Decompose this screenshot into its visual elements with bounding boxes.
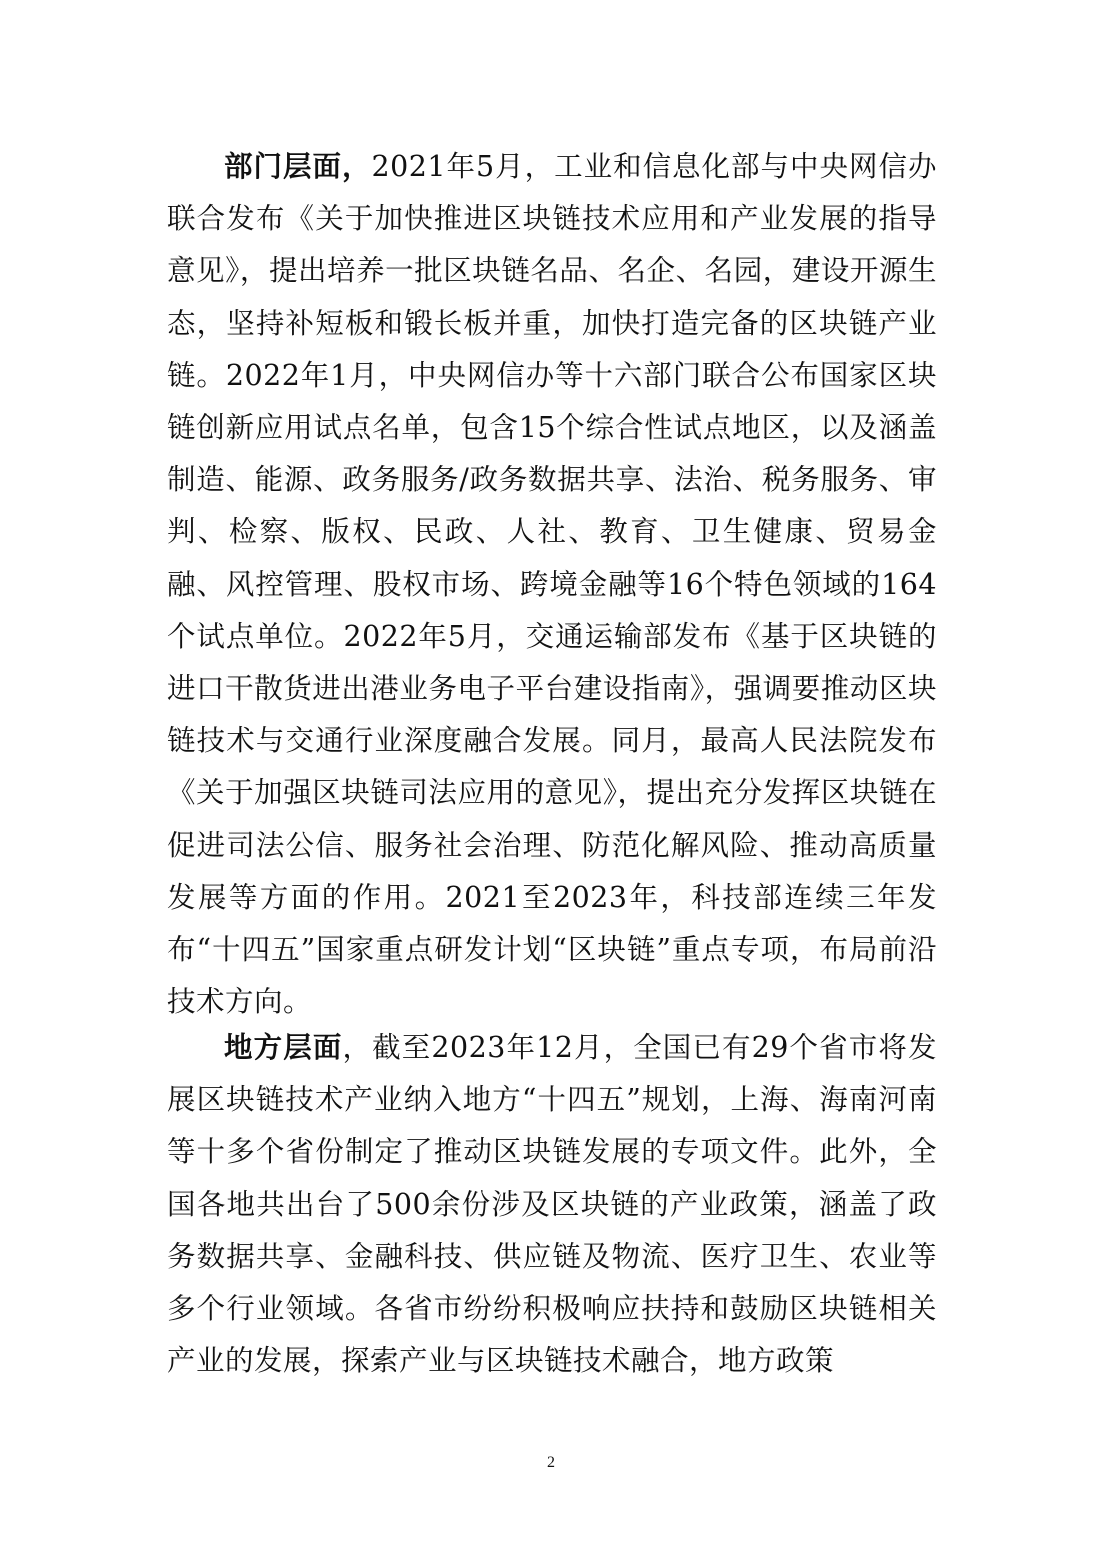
paragraph-local-level	[167, 1021, 937, 1387]
paragraph-body: 2021年5月，工业和信息化部与中央网信办联合发布《关于加快推进区块链技术应用和产业发展的指导意见》，提出培养一批区块链名品、名企、名园，建设开源生态，坚持补短板和锻长板并重，加快打造完备的区块链产业链。2022年1月，中央网信办等十六部门联合公布国家区块链创新应用试点名单，包含15个综合性试点地区，以及涵盖制造、能源、政务服务/政务数据共享、法治、税务服务、审判、检察、版权、民政、人社、教育、卫生健康、贸易金融、风控管理、股权市场、跨境金融等16个特色领域的164个试点单位。2022年5月，交通运输部发布《基于区块链的进口干散货进出港业务电子平台建设指南》，强调要推动区块链技术与交通行业深度融合发展。同月，最高人民法院发布《关于加强区块链司法应用的意见》，提出充分发挥区块链在促进司法公信、服务社会治理、防范化解风险、推动高质量发展等方面的作用。2021至2023年，科技部连续三年发布“十四五”国家重点研发计划“区块链”重点专项，布局前沿技术方向。	[167, 150, 937, 1019]
paragraph-department-level	[167, 140, 937, 1028]
paragraph-heading: 部门层面，	[224, 149, 372, 183]
paragraph-body: ，截至2023年12月，全国已有29个省市将发展区块链技术产业纳入地方“十四五”规划，上海、海南河南等十多个省份制定了推动区块链发展的专项文件。此外，全国各地共出台了500余份涉及区块链的产业政策，涵盖了政务数据共享、金融科技、供应链及物流、医疗卫生、农业等多个行业领域。各省市纷纷积极响应扶持和鼓励区块链相关产业的发展，探索产业与区块链技术融合，地方政策	[167, 1031, 937, 1378]
page-number: 2	[547, 1454, 555, 1471]
paragraph-heading: 地方层面	[224, 1030, 343, 1064]
